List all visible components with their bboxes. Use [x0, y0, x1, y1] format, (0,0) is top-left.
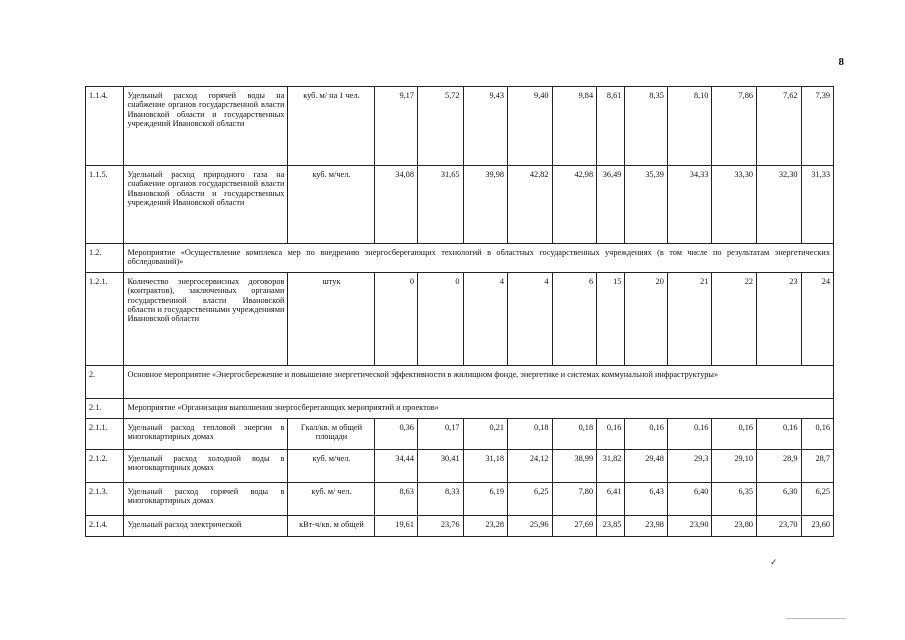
row-number: 1.1.4.: [86, 87, 124, 166]
value-cell: 7,62: [757, 87, 802, 166]
value-cell: 8,33: [417, 483, 463, 516]
value-cell: 22: [712, 273, 757, 366]
value-cell: 0,16: [667, 419, 712, 450]
table-row: [86, 516, 834, 537]
value-cell: 35,39: [625, 166, 668, 244]
value-cell: 31,18: [463, 450, 508, 483]
value-cell: 31,65: [417, 166, 463, 244]
value-cell: 23,85: [597, 516, 625, 537]
value-cell: 6,43: [625, 483, 668, 516]
row-number: 2.: [86, 366, 124, 399]
value-cell: 6,30: [757, 483, 802, 516]
value-cell: 25,96: [508, 516, 553, 537]
value-cell: 28,7: [801, 450, 833, 483]
value-cell: 9,17: [375, 87, 418, 166]
value-cell: 24,12: [508, 450, 553, 483]
indicator-name: Удельный расход холодной воды в многоквартирных домах: [124, 450, 288, 483]
indicator-name: Удельный расход горячей воды на снабжение органов государственной власти Ивановской области и государственных учреждений Ивановской области: [124, 87, 288, 166]
value-cell: 7,86: [712, 87, 757, 166]
table-row: [86, 419, 834, 450]
indicator-name: Удельный расход электрической: [124, 516, 288, 537]
value-cell: 28,9: [757, 450, 802, 483]
value-cell: 0,16: [712, 419, 757, 450]
value-cell: 5,72: [417, 87, 463, 166]
value-cell: 7,80: [552, 483, 597, 516]
value-cell: 23,80: [712, 516, 757, 537]
row-number: 1.2.1.: [86, 273, 124, 366]
value-cell: 6,40: [667, 483, 712, 516]
value-cell: 9,40: [508, 87, 553, 166]
value-cell: 36,49: [597, 166, 625, 244]
table-row: [86, 450, 834, 483]
value-cell: 0,16: [597, 419, 625, 450]
indicator-name: Удельный расход тепловой энергии в многоквартирных домах: [124, 419, 288, 450]
value-cell: 42,82: [508, 166, 553, 244]
row-number: 2.1.2.: [86, 450, 124, 483]
indicator-name: Удельный расход природного газа на снабжение органов государственной власти Ивановской области и государственных учреждений Ивановской области: [124, 166, 288, 244]
value-cell: 6,25: [801, 483, 833, 516]
value-cell: 23,98: [625, 516, 668, 537]
section-row: [86, 366, 834, 399]
value-cell: 27,69: [552, 516, 597, 537]
value-cell: 9,43: [463, 87, 508, 166]
table-body: [86, 87, 834, 537]
value-cell: 23,28: [463, 516, 508, 537]
table-row: [86, 166, 834, 244]
unit-cell: кВт-ч/кв. м общей: [288, 516, 375, 537]
scan-mark: [786, 618, 846, 619]
value-cell: 8,35: [625, 87, 668, 166]
row-number: 2.1.: [86, 399, 124, 419]
value-cell: 7,39: [801, 87, 833, 166]
value-cell: 19,61: [375, 516, 418, 537]
row-number: 2.1.1.: [86, 419, 124, 450]
value-cell: 42,98: [552, 166, 597, 244]
unit-cell: куб. м/ чел.: [288, 483, 375, 516]
value-cell: 21: [667, 273, 712, 366]
row-number: 2.1.4.: [86, 516, 124, 537]
value-cell: 32,30: [757, 166, 802, 244]
indicator-name: Количество энергосервисных договоров (контрактов), заключенных органами государственной власти Ивановской области и государственными учреждениями Ивановской области: [124, 273, 288, 366]
scan-tick: ✓: [770, 558, 778, 568]
indicator-name: Удельный расход горячей воды в многоквартирных домах: [124, 483, 288, 516]
table-row: [86, 273, 834, 366]
unit-cell: Гкал/кв. м общей площади: [288, 419, 375, 450]
value-cell: 31,33: [801, 166, 833, 244]
table-row: [86, 87, 834, 166]
unit-cell: куб. м/ на 1 чел.: [288, 87, 375, 166]
value-cell: 23: [757, 273, 802, 366]
value-cell: 0,17: [417, 419, 463, 450]
value-cell: 8,63: [375, 483, 418, 516]
value-cell: 0,21: [463, 419, 508, 450]
value-cell: 0,36: [375, 419, 418, 450]
row-number: 1.2.: [86, 244, 124, 273]
value-cell: 0,16: [801, 419, 833, 450]
value-cell: 33,30: [712, 166, 757, 244]
value-cell: 0: [375, 273, 418, 366]
value-cell: 24: [801, 273, 833, 366]
indicators-table: [85, 86, 834, 537]
row-number: 2.1.3.: [86, 483, 124, 516]
value-cell: 23,90: [667, 516, 712, 537]
value-cell: 0,18: [552, 419, 597, 450]
value-cell: 38,99: [552, 450, 597, 483]
value-cell: 34,33: [667, 166, 712, 244]
unit-cell: куб. м/чел.: [288, 166, 375, 244]
row-number: 1.1.5.: [86, 166, 124, 244]
value-cell: 0: [417, 273, 463, 366]
value-cell: 9,84: [552, 87, 597, 166]
unit-cell: куб. м/чел.: [288, 450, 375, 483]
value-cell: 29,48: [625, 450, 668, 483]
value-cell: 6,19: [463, 483, 508, 516]
value-cell: 6: [552, 273, 597, 366]
value-cell: 30,41: [417, 450, 463, 483]
value-cell: 6,25: [508, 483, 553, 516]
value-cell: 34,44: [375, 450, 418, 483]
value-cell: 23,60: [801, 516, 833, 537]
value-cell: 23,70: [757, 516, 802, 537]
value-cell: 34,08: [375, 166, 418, 244]
value-cell: 8,10: [667, 87, 712, 166]
value-cell: 29,10: [712, 450, 757, 483]
page-number: 8: [838, 56, 844, 68]
value-cell: 23,76: [417, 516, 463, 537]
value-cell: 29,3: [667, 450, 712, 483]
value-cell: 39,98: [463, 166, 508, 244]
section-title: Основное мероприятие «Энергосбережение и повышение энергетической эффективности в жилищном фонде, энергетике и системах коммунальной инфраструктуры»: [124, 366, 834, 399]
value-cell: 4: [508, 273, 553, 366]
value-cell: 8,61: [597, 87, 625, 166]
value-cell: 15: [597, 273, 625, 366]
value-cell: 0,18: [508, 419, 553, 450]
value-cell: 0,16: [625, 419, 668, 450]
value-cell: 6,41: [597, 483, 625, 516]
value-cell: 0,16: [757, 419, 802, 450]
value-cell: 31,82: [597, 450, 625, 483]
section-title: Мероприятие «Организация выполнения энергосберегающих мероприятий и проектов»: [124, 399, 834, 419]
section-row: [86, 399, 834, 419]
unit-cell: штук: [288, 273, 375, 366]
value-cell: 4: [463, 273, 508, 366]
value-cell: 20: [625, 273, 668, 366]
section-row: [86, 244, 834, 273]
section-title: Мероприятие «Осуществление комплекса мер по внедрению энергосберегающих технологий в областных государственных учреждениях (в том числе по результатам энергетических обследований)»: [124, 244, 834, 273]
value-cell: 6,35: [712, 483, 757, 516]
table-row: [86, 483, 834, 516]
